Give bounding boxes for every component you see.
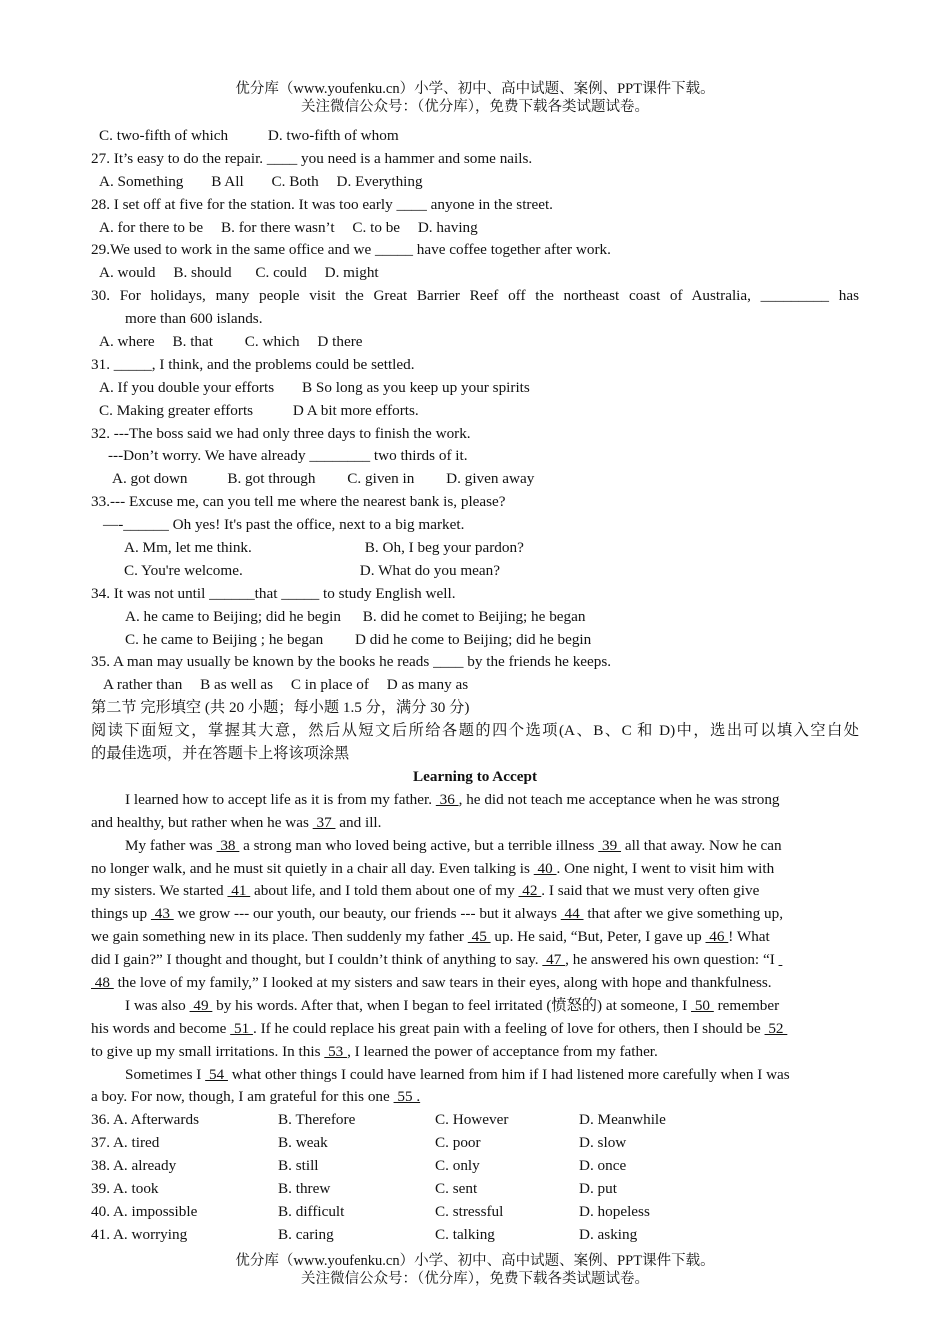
option-b: B. caring xyxy=(278,1225,334,1243)
q34-options-row-2 xyxy=(91,629,859,652)
passage-line xyxy=(91,949,859,972)
passage-line xyxy=(91,995,859,1018)
q30-option-a: A. where xyxy=(99,333,155,351)
q30-options xyxy=(91,331,859,354)
header-line-2: 关注微信公众号：（优分库），免费下载各类试题试卷。 xyxy=(301,99,649,115)
passage-text: and ill. xyxy=(335,813,382,831)
q31-stem: 31. _____, I think, and the problems could be settled. xyxy=(91,355,415,373)
exam-body xyxy=(91,125,859,1247)
passage-text: things up xyxy=(91,905,151,923)
blank-40: 40 xyxy=(533,859,557,877)
option-b: B. weak xyxy=(278,1134,328,1152)
blank-43: 43 xyxy=(150,905,174,923)
q27-option-d: D. Everything xyxy=(336,172,423,190)
passage-text: we gain something new in its place. Then suddenly my father xyxy=(91,928,468,946)
passage-text: no longer walk, and he must sit quietly in a chair all day. Even talking is xyxy=(91,859,534,877)
passage-text: up. He said, “But, Peter, I gave up xyxy=(490,928,706,946)
q29-option-b: B. should xyxy=(173,264,232,282)
blank-48: 48 xyxy=(91,973,114,991)
section-instructions-line-1: 阅读下面短文，掌握其大意，然后从短文后所给各题的四个选项(A、B、C 和 D)中，选出可以填入空白处 xyxy=(91,722,859,740)
q33-option-c: C. You're welcome. xyxy=(124,561,243,579)
passage-line xyxy=(91,1086,859,1109)
passage-text: by his words. After that, when I began to feel irritated (愤怒的) at someone, I xyxy=(212,996,692,1014)
passage-text: I learned how to accept life as it is from my father. xyxy=(125,790,436,808)
q31-option-b: B So long as you keep up your spirits xyxy=(301,378,530,396)
footer-line-2: 关注微信公众号：（优分库），免费下载各类试题试卷。 xyxy=(301,1271,649,1287)
passage-line xyxy=(91,789,859,812)
passage-line xyxy=(91,1064,859,1087)
q30-stem-line-1: 30. For holidays, many people visit the Great Barrier Reef off the northeast coast of Australia, _________ has xyxy=(91,287,859,305)
passage-text: all that away. Now he can xyxy=(621,836,782,854)
passage-text: Sometimes I xyxy=(125,1065,206,1083)
blank-37: 37 xyxy=(312,813,336,831)
passage-line xyxy=(91,858,859,881)
q35-option-d: D as many as xyxy=(386,676,469,694)
blank-55: 55 . xyxy=(393,1088,421,1106)
q35-option-a: A rather than xyxy=(103,676,183,694)
q28-option-d: D. having xyxy=(417,218,478,236)
passage-text: . If he could replace his great pain with a feeling of love for others, then I should be xyxy=(252,1019,765,1037)
passage-text: to give up my small irritations. In this xyxy=(91,1042,325,1060)
option-row xyxy=(91,1224,859,1247)
option-a: 40. A. impossible xyxy=(91,1202,198,1220)
option-a: 36. A. Afterwards xyxy=(91,1111,199,1129)
q34-option-b: B. did he comet to Beijing; he began xyxy=(362,607,586,625)
blank-48-start xyxy=(779,951,783,968)
passage-line xyxy=(91,972,859,995)
blank-49: 49 xyxy=(189,996,213,1014)
option-d: D. put xyxy=(579,1179,617,1197)
q32-options xyxy=(91,468,859,491)
option-row xyxy=(91,1178,859,1201)
q26-option-c: C. two-fifth of which xyxy=(99,127,229,144)
option-d: D. once xyxy=(579,1157,627,1175)
footer-line-1: 优分库（www.youfenku.cn）小学、初中、高中试题、案例、PPT课件下载。 xyxy=(235,1253,715,1269)
passage-line xyxy=(91,1041,859,1064)
passage-line xyxy=(91,926,859,949)
passage-text: , he did not teach me acceptance when he was strong xyxy=(458,790,780,808)
option-c: C. However xyxy=(435,1111,509,1129)
q27-stem: 27. It’s easy to do the repair. ____ you need is a hammer and some nails. xyxy=(91,149,533,167)
option-row xyxy=(91,1201,859,1224)
q29-option-c: C. could xyxy=(255,264,307,282)
q32-option-b: B. got through xyxy=(227,470,316,488)
q29-options xyxy=(91,262,859,285)
passage-text: , he answered his own question: “I xyxy=(565,951,779,969)
option-a: 41. A. worrying xyxy=(91,1225,188,1243)
passage-text: my sisters. We started xyxy=(91,882,228,900)
blank-38: 38 xyxy=(216,836,240,854)
passage-text: . I said that we must very often give xyxy=(541,882,760,900)
q35-option-b: B as well as xyxy=(200,676,274,694)
blank-36: 36 xyxy=(435,790,459,808)
option-a: 37. A. tired xyxy=(91,1134,160,1152)
passage-title: Learning to Accept xyxy=(412,767,537,785)
blank-47: 47 xyxy=(542,951,566,969)
blank-39: 39 xyxy=(598,836,622,854)
passage-text: , I learned the power of acceptance from my father. xyxy=(347,1042,658,1060)
passage-text: the love of my family,” I looked at my sisters and saw tears in their eyes, along with hope and thankfulness. xyxy=(113,973,772,991)
option-c: C. talking xyxy=(435,1225,495,1243)
q28-option-c: C. to be xyxy=(352,218,401,236)
option-b: B. Therefore xyxy=(278,1111,356,1129)
passage-line xyxy=(91,1018,859,1041)
q29-option-d: D. might xyxy=(324,264,379,282)
q31-option-d: D A bit more efforts. xyxy=(292,401,419,419)
q28-option-b: B. for there wasn’t xyxy=(220,218,335,236)
blank-54: 54 xyxy=(205,1065,228,1083)
q35-options xyxy=(91,674,859,697)
passage-text: a boy. For now, though, I am grateful for this one xyxy=(91,1088,394,1106)
q32-stem-line-1: 32. ---The boss said we had only three days to finish the work. xyxy=(91,424,471,442)
option-d: D. hopeless xyxy=(579,1202,650,1220)
q34-option-a: A. he came to Beijing; did he begin xyxy=(125,607,341,625)
q31-options-row-1 xyxy=(91,377,859,400)
q31-option-c: C. Making greater efforts xyxy=(99,401,254,419)
option-a: 38. A. already xyxy=(91,1157,177,1175)
q29-stem: 29.We used to work in the same office and we _____ have coffee together after work. xyxy=(91,241,611,259)
blank-41: 41 xyxy=(227,882,251,900)
q33-options-row-2 xyxy=(91,560,859,583)
q32-option-a: A. got down xyxy=(112,470,188,488)
option-row xyxy=(91,1109,859,1132)
passage-line xyxy=(91,880,859,903)
option-a: 39. A. took xyxy=(91,1179,159,1197)
q33-options-row-1 xyxy=(91,537,859,560)
option-b: B. threw xyxy=(278,1179,331,1197)
q34-options-row-1 xyxy=(91,606,859,629)
passage-text: about life, and I told them about one of my xyxy=(250,882,519,900)
passage-text: what other things I could have learned from him if I had listened more carefully when I was xyxy=(227,1065,790,1083)
q34-stem: 34. It was not until ______that _____ to study English well. xyxy=(91,584,456,602)
q30-option-b: B. that xyxy=(172,333,213,351)
passage-text: we grow --- our youth, our beauty, our friends --- but it always xyxy=(173,905,561,923)
q27-options xyxy=(91,171,859,194)
q29-option-a: A. would xyxy=(99,264,156,282)
q28-stem: 28. I set off at five for the station. It was too early ____ anyone in the street. xyxy=(91,195,553,213)
q27-option-c: C. Both xyxy=(271,172,319,190)
q35-stem: 35. A man may usually be known by the books he reads ____ by the friends he keeps. xyxy=(91,653,612,671)
option-c: C. stressful xyxy=(435,1202,504,1220)
blank-46: 46 xyxy=(705,928,729,946)
passage-text: remember xyxy=(713,996,780,1014)
q33-option-b: B. Oh, I beg your pardon? xyxy=(364,539,524,557)
q27-option-b: B All xyxy=(211,172,244,190)
q26-option-d: D. two-fifth of whom xyxy=(267,127,399,144)
passage-text: . One night, I went to visit him with xyxy=(556,859,775,877)
q33-option-a: A. Mm, let me think. xyxy=(124,539,252,557)
blank-45: 45 xyxy=(467,928,491,946)
q33-stem-line-2: —-______ Oh yes! It's past the office, next to a big market. xyxy=(103,516,465,534)
blank-52: 52 xyxy=(764,1019,788,1037)
q33-stem-line-1: 33.--- Excuse me, can you tell me where the nearest bank is, please? xyxy=(91,493,506,511)
blank-51: 51 xyxy=(230,1019,253,1037)
q32-option-d: D. given away xyxy=(446,470,535,488)
option-d: D. Meanwhile xyxy=(579,1111,666,1129)
q28-options xyxy=(91,217,859,240)
section-instructions-line-2: 的最佳选项，并在答题卡上将该项涂黑 xyxy=(91,745,350,763)
passage-text: My father was xyxy=(125,836,217,854)
passage-text: did I gain?” I thought and thought, but I couldn’t think of anything to say. xyxy=(91,951,543,969)
q35-option-c: C in place of xyxy=(290,676,369,694)
q34-option-c: C. he came to Beijing ; he began xyxy=(125,630,324,648)
q32-option-c: C. given in xyxy=(347,470,415,488)
option-row xyxy=(91,1155,859,1178)
q34-option-d: D did he come to Beijing; did he begin xyxy=(355,630,592,648)
passage-text: and healthy, but rather when he was xyxy=(91,813,313,831)
q31-options-row-2 xyxy=(91,400,859,423)
q27-option-a: A. Something xyxy=(99,172,184,190)
option-row xyxy=(91,1132,859,1155)
option-c: C. only xyxy=(435,1157,480,1175)
q32-stem-line-2: ---Don’t worry. We have already ________ two thirds of it. xyxy=(108,447,468,465)
passage-line xyxy=(91,903,859,926)
blank-53: 53 xyxy=(324,1042,348,1060)
option-b: B. difficult xyxy=(278,1202,345,1220)
q26-options xyxy=(91,125,859,148)
section-heading: 第二节 完形填空 (共 20 小题；每小题 1.5 分，满分 30 分) xyxy=(91,699,470,717)
page-header xyxy=(0,80,950,116)
passage-line xyxy=(91,835,859,858)
q28-option-a: A. for there to be xyxy=(99,218,204,236)
passage-text: ! What xyxy=(728,928,770,946)
passage-text: his words and become xyxy=(91,1019,231,1037)
blank-50: 50 xyxy=(691,996,714,1014)
q31-option-a: A. If you double your efforts xyxy=(99,378,275,396)
option-d: D. slow xyxy=(579,1134,627,1152)
option-d: D. asking xyxy=(579,1225,638,1243)
page-footer xyxy=(0,1252,950,1288)
option-c: C. sent xyxy=(435,1179,478,1197)
passage-text: a strong man who loved being active, but a terrible illness xyxy=(239,836,599,854)
passage-text: that after we give something up, xyxy=(583,905,784,923)
option-b: B. still xyxy=(278,1157,319,1175)
passage-text: I was also xyxy=(125,996,190,1014)
q30-option-d: D there xyxy=(317,333,363,351)
q30-stem-line-2: more than 600 islands. xyxy=(125,310,263,328)
blank-42: 42 xyxy=(518,882,542,900)
q30-option-c: C. which xyxy=(244,333,300,351)
blank-44: 44 xyxy=(560,905,584,923)
header-line-1: 优分库（www.youfenku.cn）小学、初中、高中试题、案例、PPT课件下载。 xyxy=(235,81,715,97)
q33-option-d: D. What do you mean? xyxy=(359,561,500,579)
option-c: C. poor xyxy=(435,1134,481,1152)
passage-line xyxy=(91,812,859,835)
cloze-options xyxy=(91,1109,859,1246)
